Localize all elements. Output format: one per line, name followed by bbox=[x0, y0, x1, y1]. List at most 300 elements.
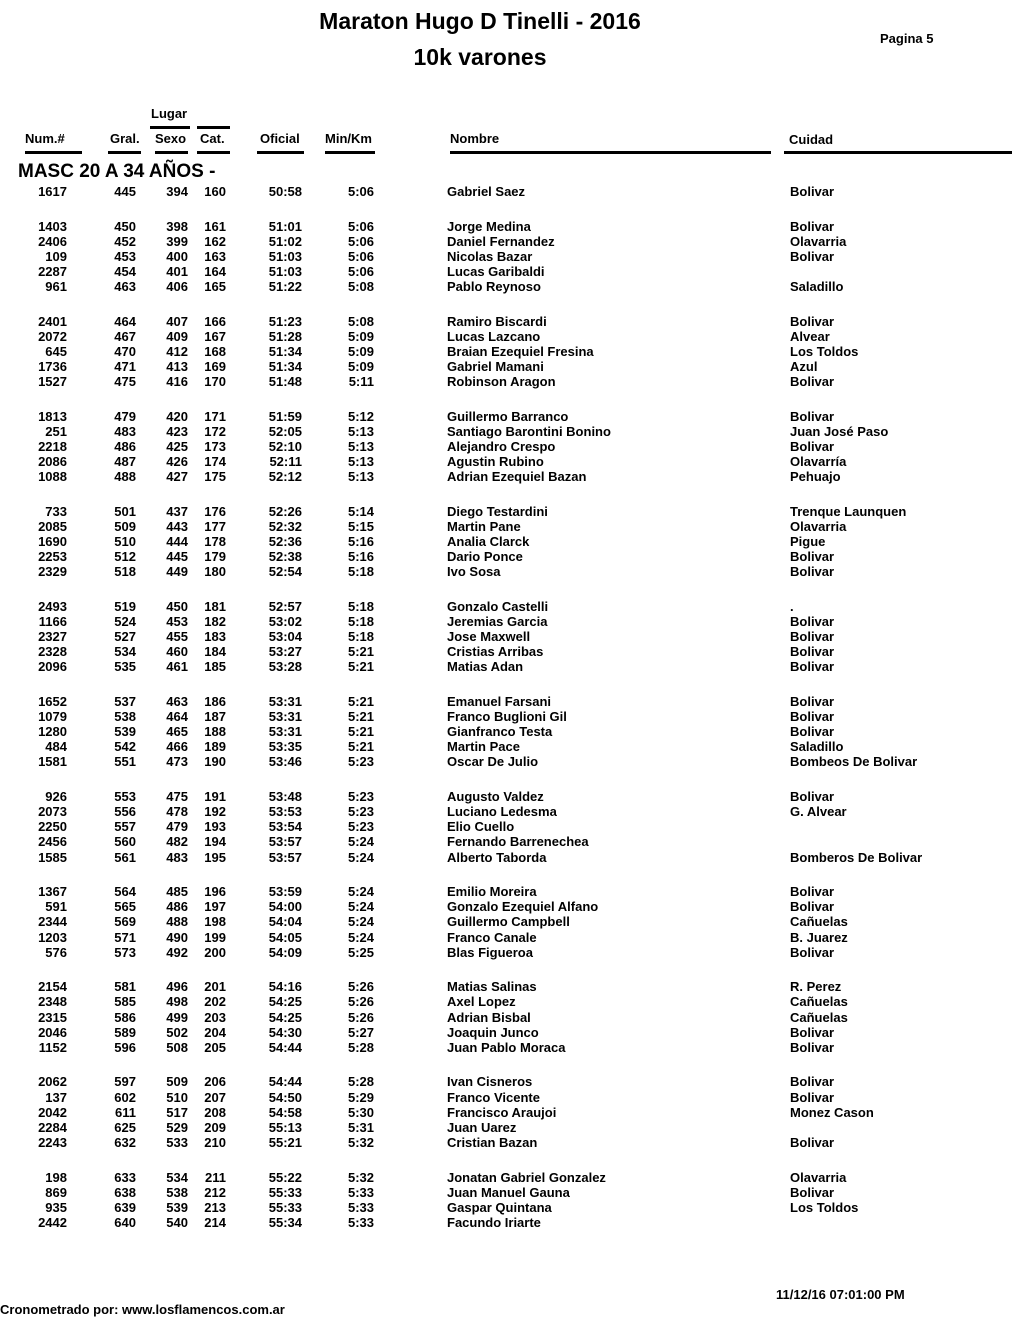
pace: 5:26 bbox=[347, 994, 374, 1010]
bib-number: 2073 bbox=[38, 804, 67, 820]
official-time: 54:44 bbox=[268, 1039, 302, 1055]
runner-city: Bolivar bbox=[790, 249, 835, 265]
official-time: 53:04 bbox=[268, 629, 302, 645]
runner-name: Santiago Barontini Bonino bbox=[447, 424, 611, 440]
pace: 5:06 bbox=[347, 184, 374, 199]
category-place: 184 bbox=[204, 644, 226, 660]
table-row bbox=[0, 694, 1024, 709]
overall-place: 487 bbox=[114, 454, 136, 470]
gender-place: 538 bbox=[166, 1184, 188, 1200]
runner-city: Bolivar bbox=[790, 629, 835, 645]
runner-name: Gabriel Mamani bbox=[447, 359, 544, 375]
overall-place: 479 bbox=[114, 409, 136, 425]
pace: 5:14 bbox=[347, 504, 374, 520]
gender-place: 455 bbox=[166, 629, 188, 645]
pace: 5:23 bbox=[347, 804, 374, 820]
gender-place: 529 bbox=[166, 1119, 188, 1135]
bib-number: 251 bbox=[45, 424, 67, 440]
overall-place: 571 bbox=[114, 929, 136, 945]
pace: 5:21 bbox=[347, 644, 374, 660]
bib-number: 137 bbox=[45, 1089, 67, 1105]
official-time: 52:26 bbox=[268, 504, 302, 520]
table-row bbox=[0, 359, 1024, 374]
official-time: 54:44 bbox=[268, 1074, 302, 1090]
runner-name: Franco Vicente bbox=[447, 1089, 540, 1105]
overall-place: 564 bbox=[114, 884, 136, 900]
table-row bbox=[0, 279, 1024, 294]
table-row bbox=[0, 1120, 1024, 1135]
pace: 5:13 bbox=[347, 454, 374, 470]
category-place: 208 bbox=[204, 1104, 226, 1120]
table-row bbox=[0, 454, 1024, 469]
pace: 5:21 bbox=[347, 659, 374, 675]
bib-number: 2284 bbox=[38, 1119, 67, 1135]
runner-name: Ivo Sosa bbox=[447, 564, 501, 580]
bib-number: 1690 bbox=[38, 534, 67, 550]
runner-name: Dario Ponce bbox=[447, 549, 523, 565]
runner-name: Agustin Rubino bbox=[447, 454, 544, 470]
gender-place: 466 bbox=[166, 739, 188, 755]
runner-name: Juan Manuel Gauna bbox=[447, 1184, 570, 1200]
official-time: 52:38 bbox=[268, 549, 302, 565]
runner-city: Olavarria bbox=[790, 519, 847, 535]
runner-city: R. Perez bbox=[790, 979, 842, 995]
table-row bbox=[0, 249, 1024, 264]
table-row bbox=[0, 1010, 1024, 1025]
table-row bbox=[0, 519, 1024, 534]
category-place: 186 bbox=[204, 694, 226, 710]
bib-number: 1527 bbox=[38, 374, 67, 390]
bib-number: 2327 bbox=[38, 629, 67, 645]
gender-place: 510 bbox=[166, 1089, 188, 1105]
overall-place: 452 bbox=[114, 234, 136, 250]
gender-place: 540 bbox=[166, 1214, 188, 1230]
category-place: 211 bbox=[205, 1169, 226, 1185]
table-row bbox=[0, 754, 1024, 769]
official-time: 54:25 bbox=[268, 1009, 302, 1025]
runner-name: Ivan Cisneros bbox=[447, 1074, 533, 1090]
runner-city: Trenque Launquen bbox=[790, 504, 907, 520]
gender-place: 488 bbox=[166, 914, 188, 930]
bib-number: 2218 bbox=[38, 439, 67, 455]
official-time: 53:35 bbox=[268, 739, 302, 755]
table-row bbox=[0, 409, 1024, 424]
runner-name: Oscar De Julio bbox=[447, 754, 539, 770]
gender-place: 517 bbox=[166, 1104, 188, 1120]
gender-place: 406 bbox=[166, 279, 188, 295]
table-row bbox=[0, 564, 1024, 579]
runner-city: Bolivar bbox=[790, 614, 835, 630]
bib-number: 2096 bbox=[38, 659, 67, 675]
table-row bbox=[0, 834, 1024, 849]
gender-place: 394 bbox=[166, 184, 188, 199]
gender-place: 486 bbox=[166, 899, 188, 915]
gender-place: 485 bbox=[166, 884, 188, 900]
runner-name: Cristias Arribas bbox=[447, 644, 544, 660]
bib-number: 2154 bbox=[38, 979, 67, 995]
pace: 5:08 bbox=[347, 279, 374, 295]
category-place: 185 bbox=[204, 659, 226, 675]
pace: 5:21 bbox=[347, 724, 374, 740]
bib-number: 1813 bbox=[38, 409, 67, 425]
pace: 5:18 bbox=[347, 629, 374, 645]
runner-name: Adrian Bisbal bbox=[447, 1009, 531, 1025]
bib-number: 2456 bbox=[38, 834, 67, 850]
bib-number: 1617 bbox=[38, 184, 67, 199]
bib-number: 1079 bbox=[38, 709, 67, 725]
overall-place: 560 bbox=[114, 834, 136, 850]
runner-city: Bolivar bbox=[790, 899, 835, 915]
official-time: 52:36 bbox=[268, 534, 302, 550]
category-place: 165 bbox=[204, 279, 226, 295]
bib-number: 2072 bbox=[38, 329, 67, 345]
pace: 5:24 bbox=[347, 849, 374, 865]
runner-name: Martin Pace bbox=[447, 739, 520, 755]
pace: 5:18 bbox=[347, 614, 374, 630]
pace: 5:24 bbox=[347, 884, 374, 900]
pace: 5:32 bbox=[347, 1169, 374, 1185]
category-place: 196 bbox=[204, 884, 226, 900]
overall-place: 450 bbox=[114, 219, 136, 234]
overall-place: 475 bbox=[114, 374, 136, 390]
runner-city: Bolivar bbox=[790, 709, 835, 725]
pace: 5:09 bbox=[347, 359, 374, 375]
pace: 5:06 bbox=[347, 219, 374, 234]
official-time: 52:12 bbox=[268, 469, 302, 485]
overall-place: 633 bbox=[114, 1169, 136, 1185]
official-time: 55:34 bbox=[268, 1214, 302, 1230]
pace: 5:13 bbox=[347, 439, 374, 455]
category-place: 163 bbox=[204, 249, 226, 265]
official-time: 53:48 bbox=[268, 789, 302, 805]
table-row bbox=[0, 945, 1024, 960]
pace: 5:25 bbox=[347, 944, 374, 960]
overall-place: 565 bbox=[114, 899, 136, 915]
category-place: 192 bbox=[204, 804, 226, 820]
runner-city: Bolivar bbox=[790, 884, 835, 900]
bib-number: 1367 bbox=[38, 884, 67, 900]
runner-city: Bombeos De Bolivar bbox=[790, 754, 918, 770]
gender-place: 478 bbox=[166, 804, 188, 820]
gender-place: 482 bbox=[166, 834, 188, 850]
overall-place: 602 bbox=[114, 1089, 136, 1105]
official-time: 51:34 bbox=[268, 359, 302, 375]
official-time: 51:02 bbox=[268, 234, 302, 250]
official-time: 53:27 bbox=[268, 644, 302, 660]
gender-place: 460 bbox=[166, 644, 188, 660]
official-time: 51:23 bbox=[268, 314, 302, 330]
official-time: 53:59 bbox=[268, 884, 302, 900]
runner-name: Emilio Moreira bbox=[447, 884, 537, 900]
pace: 5:24 bbox=[347, 899, 374, 915]
category-place: 183 bbox=[204, 629, 226, 645]
bib-number: 1585 bbox=[38, 849, 67, 865]
bib-number: 926 bbox=[45, 789, 67, 805]
category-place: 179 bbox=[204, 549, 226, 565]
table-row bbox=[0, 930, 1024, 945]
category-place: 171 bbox=[204, 409, 226, 425]
category-place: 187 bbox=[204, 709, 226, 725]
table-row bbox=[0, 819, 1024, 834]
overall-place: 501 bbox=[114, 504, 136, 520]
runner-name: Jorge Medina bbox=[447, 219, 531, 234]
overall-place: 470 bbox=[114, 344, 136, 360]
table-row bbox=[0, 724, 1024, 739]
table-row bbox=[0, 739, 1024, 754]
official-time: 54:16 bbox=[268, 979, 302, 995]
overall-place: 524 bbox=[114, 614, 136, 630]
overall-place: 467 bbox=[114, 329, 136, 345]
official-time: 53:28 bbox=[268, 659, 302, 675]
runner-city: Bolivar bbox=[790, 564, 835, 580]
runner-name: Jose Maxwell bbox=[447, 629, 531, 645]
official-time: 53:46 bbox=[268, 754, 302, 770]
table-row bbox=[0, 329, 1024, 344]
table-row bbox=[0, 884, 1024, 899]
table-row bbox=[0, 789, 1024, 804]
gender-place: 399 bbox=[166, 234, 188, 250]
col-cat-header: Cat. bbox=[200, 131, 225, 146]
official-time: 51:59 bbox=[268, 409, 302, 425]
bib-number: 591 bbox=[45, 899, 67, 915]
official-time: 55:22 bbox=[268, 1169, 302, 1185]
bib-number: 935 bbox=[45, 1199, 67, 1215]
table-row bbox=[0, 1185, 1024, 1200]
runner-city: Olavarría bbox=[790, 454, 847, 470]
official-time: 53:57 bbox=[268, 849, 302, 865]
col-gral-header: Gral. bbox=[110, 131, 140, 146]
runner-name: Daniel Fernandez bbox=[447, 234, 555, 250]
table-row bbox=[0, 979, 1024, 994]
overall-place: 639 bbox=[114, 1199, 136, 1215]
runner-name: Alejandro Crespo bbox=[447, 439, 556, 455]
overall-place: 557 bbox=[114, 819, 136, 835]
category-place: 201 bbox=[204, 979, 226, 995]
pace: 5:13 bbox=[347, 469, 374, 485]
gender-place: 400 bbox=[166, 249, 188, 265]
gender-place: 475 bbox=[166, 789, 188, 805]
print-timestamp: 11/12/16 07:01:00 PM bbox=[776, 1287, 905, 1302]
gender-place: 416 bbox=[166, 374, 188, 390]
page-number: Pagina 5 bbox=[880, 31, 934, 46]
official-time: 53:31 bbox=[268, 724, 302, 740]
gender-place: 464 bbox=[166, 709, 188, 725]
official-time: 55:33 bbox=[268, 1199, 302, 1215]
pace: 5:06 bbox=[347, 264, 374, 280]
category-place: 212 bbox=[204, 1184, 226, 1200]
pace: 5:06 bbox=[347, 249, 374, 265]
bib-number: 733 bbox=[45, 504, 67, 520]
pace: 5:31 bbox=[347, 1119, 374, 1135]
overall-place: 553 bbox=[114, 789, 136, 805]
overall-place: 597 bbox=[114, 1074, 136, 1090]
bib-number: 1652 bbox=[38, 694, 67, 710]
runner-name: Gabriel Saez bbox=[447, 184, 526, 199]
overall-place: 454 bbox=[114, 264, 136, 280]
pace: 5:26 bbox=[347, 979, 374, 995]
gender-place: 444 bbox=[166, 534, 188, 550]
pace: 5:21 bbox=[347, 694, 374, 710]
gender-place: 398 bbox=[166, 219, 188, 234]
gender-place: 437 bbox=[166, 504, 188, 520]
overall-place: 488 bbox=[114, 469, 136, 485]
bib-number: 109 bbox=[45, 249, 67, 265]
category-place: 173 bbox=[204, 439, 226, 455]
overall-place: 539 bbox=[114, 724, 136, 740]
bib-number: 2442 bbox=[38, 1214, 67, 1230]
gender-place: 420 bbox=[166, 409, 188, 425]
bib-number: 1403 bbox=[38, 219, 67, 234]
official-time: 53:53 bbox=[268, 804, 302, 820]
bib-number: 1736 bbox=[38, 359, 67, 375]
gender-place: 490 bbox=[166, 929, 188, 945]
runner-city: Bolivar bbox=[790, 219, 835, 234]
bib-number: 2250 bbox=[38, 819, 67, 835]
runner-city: Bolivar bbox=[790, 1134, 835, 1150]
gender-place: 509 bbox=[166, 1074, 188, 1090]
bib-number: 2287 bbox=[38, 264, 67, 280]
overall-place: 585 bbox=[114, 994, 136, 1010]
runner-city: Alvear bbox=[790, 329, 830, 345]
page-title: Maraton Hugo D Tinelli - 2016 bbox=[319, 8, 641, 34]
bib-number: 1152 bbox=[38, 1039, 67, 1055]
table-row bbox=[0, 219, 1024, 234]
bib-number: 198 bbox=[45, 1169, 67, 1185]
runner-name: Lucas Garibaldi bbox=[447, 264, 545, 280]
category-place: 209 bbox=[204, 1119, 226, 1135]
category-place: 175 bbox=[204, 469, 226, 485]
official-time: 52:54 bbox=[268, 564, 302, 580]
overall-place: 537 bbox=[114, 694, 136, 710]
pace: 5:21 bbox=[347, 709, 374, 725]
gender-place: 539 bbox=[166, 1199, 188, 1215]
category-place: 195 bbox=[204, 849, 226, 865]
runner-name: Fernando Barrenechea bbox=[447, 834, 589, 850]
pace: 5:30 bbox=[347, 1104, 374, 1120]
overall-place: 538 bbox=[114, 709, 136, 725]
category-place: 166 bbox=[204, 314, 226, 330]
runner-name: Cristian Bazan bbox=[447, 1134, 538, 1150]
gender-place: 461 bbox=[166, 659, 188, 675]
pace: 5:16 bbox=[347, 534, 374, 550]
bib-number: 2315 bbox=[38, 1009, 67, 1025]
official-time: 50:58 bbox=[268, 184, 302, 199]
official-time: 51:03 bbox=[268, 249, 302, 265]
category-place: 177 bbox=[204, 519, 226, 535]
table-row bbox=[0, 1105, 1024, 1120]
official-time: 52:10 bbox=[268, 439, 302, 455]
runner-city: Bomberos De Bolivar bbox=[790, 849, 923, 865]
category-place: 164 bbox=[204, 264, 226, 280]
official-time: 51:28 bbox=[268, 329, 302, 345]
official-time: 53:31 bbox=[268, 694, 302, 710]
runner-name: Axel Lopez bbox=[447, 994, 516, 1010]
table-row bbox=[0, 1090, 1024, 1105]
overall-place: 625 bbox=[114, 1119, 136, 1135]
runner-name: Jonatan Gabriel Gonzalez bbox=[447, 1169, 606, 1185]
overall-place: 611 bbox=[115, 1104, 136, 1120]
category-place: 178 bbox=[204, 534, 226, 550]
bib-number: 1581 bbox=[38, 754, 67, 770]
bib-number: 2085 bbox=[38, 519, 67, 535]
runner-city: Monez Cason bbox=[790, 1104, 874, 1120]
table-row bbox=[0, 534, 1024, 549]
gender-place: 479 bbox=[166, 819, 188, 835]
table-row bbox=[0, 614, 1024, 629]
runner-name: Augusto Valdez bbox=[447, 789, 544, 805]
gender-place: 407 bbox=[166, 314, 188, 330]
pace: 5:13 bbox=[347, 424, 374, 440]
overall-place: 471 bbox=[114, 359, 136, 375]
runner-name: Robinson Aragon bbox=[447, 374, 556, 390]
official-time: 52:11 bbox=[269, 454, 302, 470]
table-row bbox=[0, 439, 1024, 454]
runner-city: Saladillo bbox=[790, 279, 844, 295]
pace: 5:06 bbox=[347, 234, 374, 250]
overall-place: 573 bbox=[114, 944, 136, 960]
runner-name: Facundo Iriarte bbox=[447, 1214, 541, 1230]
pace: 5:29 bbox=[347, 1089, 374, 1105]
runner-name: Franco Canale bbox=[447, 929, 537, 945]
runner-city: Bolivar bbox=[790, 1024, 835, 1040]
runner-city: G. Alvear bbox=[790, 804, 847, 820]
pace: 5:33 bbox=[347, 1184, 374, 1200]
official-time: 52:57 bbox=[268, 599, 302, 615]
official-time: 52:05 bbox=[268, 424, 302, 440]
table-row bbox=[0, 599, 1024, 614]
table-row bbox=[0, 374, 1024, 389]
official-time: 53:31 bbox=[268, 709, 302, 725]
col-sexo-header: Sexo bbox=[155, 131, 187, 146]
table-row bbox=[0, 344, 1024, 359]
gender-place: 463 bbox=[166, 694, 188, 710]
gender-place: 533 bbox=[166, 1134, 188, 1150]
runner-city: Bolivar bbox=[790, 659, 835, 675]
runner-name: Francisco Araujoi bbox=[447, 1104, 557, 1120]
category-place: 214 bbox=[204, 1214, 226, 1230]
pace: 5:09 bbox=[347, 329, 374, 345]
overall-place: 509 bbox=[114, 519, 136, 535]
gender-place: 473 bbox=[166, 754, 188, 770]
overall-place: 483 bbox=[114, 424, 136, 440]
runner-city: Bolivar bbox=[790, 1039, 835, 1055]
table-row bbox=[0, 264, 1024, 279]
category-place: 213 bbox=[204, 1199, 226, 1215]
pace: 5:23 bbox=[347, 754, 374, 770]
bib-number: 2253 bbox=[38, 549, 67, 565]
category-place: 210 bbox=[204, 1134, 226, 1150]
category-place: 170 bbox=[204, 374, 226, 390]
bib-number: 2329 bbox=[38, 564, 67, 580]
category-place: 181 bbox=[204, 599, 226, 615]
runner-name: Martin Pane bbox=[447, 519, 521, 535]
overall-place: 527 bbox=[114, 629, 136, 645]
runner-city: Bolivar bbox=[790, 314, 835, 330]
gender-place: 443 bbox=[166, 519, 188, 535]
runner-city: Bolivar bbox=[790, 1184, 835, 1200]
runner-name: Adrian Ezequiel Bazan bbox=[447, 469, 587, 485]
pace: 5:27 bbox=[347, 1024, 374, 1040]
official-time: 54:05 bbox=[268, 929, 302, 945]
gender-place: 409 bbox=[166, 329, 188, 345]
bib-number: 2046 bbox=[38, 1024, 67, 1040]
overall-place: 519 bbox=[114, 599, 136, 615]
runner-name: Gonzalo Castelli bbox=[447, 599, 549, 615]
runner-city: Olavarria bbox=[790, 234, 847, 250]
overall-place: 453 bbox=[114, 249, 136, 265]
pace: 5:24 bbox=[347, 929, 374, 945]
runner-city: Saladillo bbox=[790, 739, 844, 755]
